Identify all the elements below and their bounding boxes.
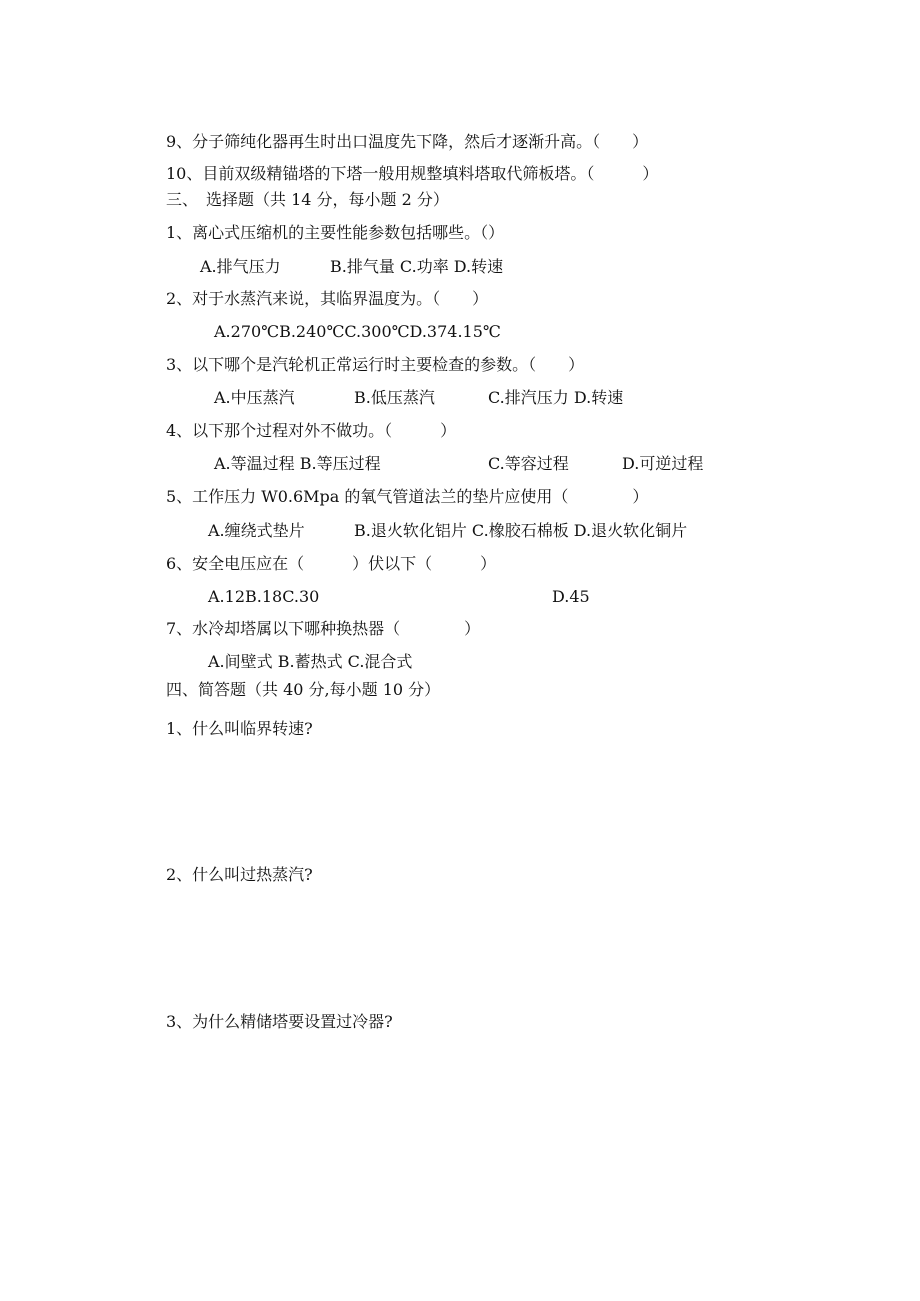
- mc-question-4-option: D.可逆过程: [622, 454, 704, 473]
- mc-question-2-option: A.270℃B.240℃C.300℃D.374.15℃: [214, 322, 501, 341]
- mc-question-6: 6、安全电压应在（ ）伏以下（ ）: [166, 554, 497, 573]
- mc-question-6-option: D.45: [552, 587, 590, 606]
- mc-question-4-option: A.等温过程 B.等压过程: [214, 454, 381, 473]
- mc-question-3-option: B.低压蒸汽: [354, 388, 435, 407]
- mc-question-7: 7、水冷却塔属以下哪种换热器（ ）: [166, 619, 481, 638]
- tf-question-10: 10、目前双级精锚塔的下塔一般用规整填料塔取代筛板塔。（ ）: [166, 164, 659, 183]
- mc-question-5-option: A.缠绕式垫片: [208, 521, 305, 540]
- mc-question-6-option: A.12B.18C.30: [208, 587, 320, 606]
- mc-question-1-option: B.排气量 C.功率 D.转速: [330, 257, 504, 276]
- section-4-title: 四、简答题（共 40 分,每小题 10 分）: [166, 680, 441, 699]
- mc-question-4: 4、以下那个过程对外不做功。（ ）: [166, 421, 457, 440]
- mc-question-4-option: C.等容过程: [488, 454, 569, 473]
- mc-question-3-option: C.排汽压力 D.转速: [488, 388, 624, 407]
- mc-question-7-option: A.间壁式 B.蓄热式 C.混合式: [208, 652, 413, 671]
- section-3-title: 三、 选择题（共 14 分，每小题 2 分）: [166, 190, 449, 209]
- mc-question-5: 5、工作压力 W0.6Mpa 的氧气管道法兰的垫片应使用（ ）: [166, 487, 649, 506]
- short-answer-question-1: 1、什么叫临界转速?: [166, 719, 313, 738]
- mc-question-5-option: B.退火软化铝片 C.橡胶石棉板 D.退火软化铜片: [354, 521, 688, 540]
- mc-question-3: 3、以下哪个是汽轮机正常运行时主要检查的参数。（ ）: [166, 355, 585, 374]
- short-answer-question-3: 3、为什么精储塔要设置过冷器?: [166, 1012, 393, 1031]
- short-answer-question-2: 2、什么叫过热蒸汽?: [166, 865, 313, 884]
- mc-question-1: 1、离心式压缩机的主要性能参数包括哪些。（）: [166, 223, 505, 242]
- mc-question-3-option: A.中压蒸汽: [214, 388, 295, 407]
- mc-question-2: 2、对于水蒸汽来说，其临界温度为。（ ）: [166, 289, 489, 308]
- tf-question-9: 9、分子筛纯化器再生时出口温度先下降，然后才逐渐升高。（ ）: [166, 132, 649, 151]
- mc-question-1-option: A.排气压力: [200, 257, 281, 276]
